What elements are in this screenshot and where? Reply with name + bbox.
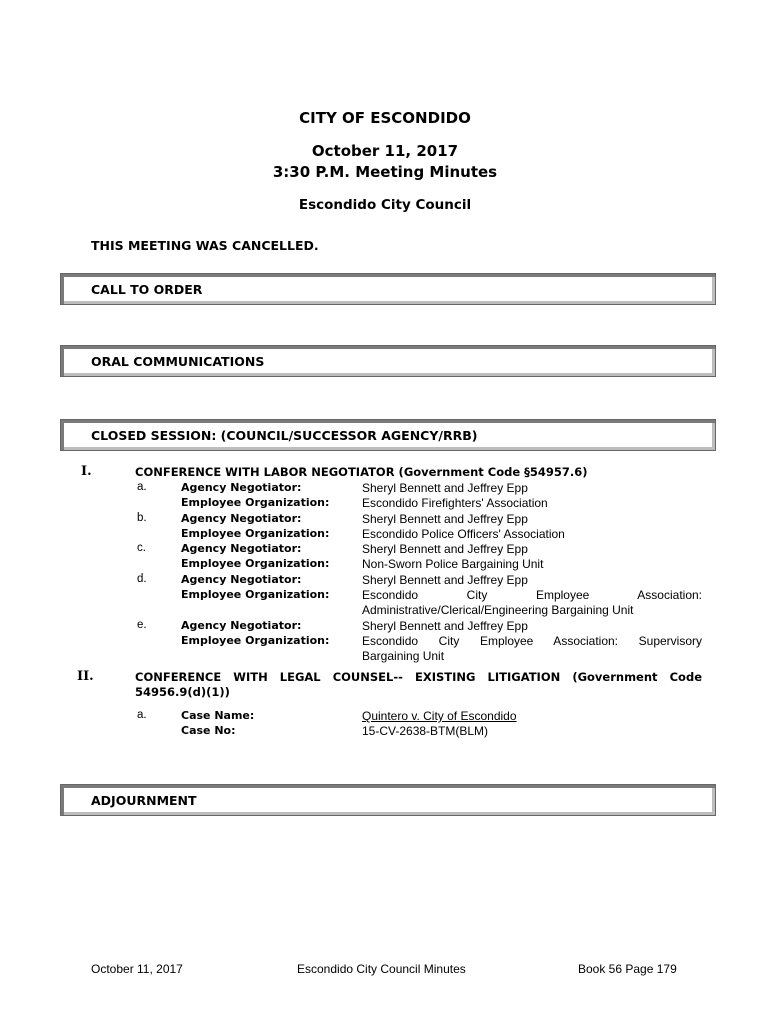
list-item [0,496,770,511]
item-heading: CONFERENCE WITH LEGAL COUNSEL-- EXISTING LITIGATION (Government Code [135,670,702,684]
organization-value: Non-Sworn Police Bargaining Unit [362,557,544,571]
item-numeral: II. [77,669,94,684]
governing-body: Escondido City Council [298,197,472,213]
section-label: CLOSED SESSION: (COUNCIL/SUCCESSOR AGENCY/RRB) [91,428,478,443]
organization-label: Employee Organization: [181,527,330,540]
item-letter: a. [137,481,147,493]
list-item [0,724,770,739]
case-name-label: Case Name: [181,709,255,722]
section-oral-communications [60,345,716,377]
organization-label: Employee Organization: [181,634,330,647]
item-letter: e. [137,619,147,631]
organization-label: Employee Organization: [181,588,330,601]
organization-value: Escondido City Employee Association: [362,588,702,602]
item-numeral: I. [81,464,92,479]
negotiator-label: Agency Negotiator: [181,481,302,494]
item-letter: d. [137,573,147,585]
item-letter: c. [137,542,146,554]
section-label: CALL TO ORDER [91,282,203,297]
section-adjournment [60,784,716,816]
section-call-to-order [60,273,716,305]
section-closed-session [60,419,716,451]
case-number-label: Case No: [181,724,236,737]
negotiator-value: Sheryl Bennett and Jeffrey Epp [362,573,528,587]
list-item [0,527,770,542]
list-item [0,557,770,572]
case-number-value: 15-CV-2638-BTM(BLM) [362,724,489,738]
list-item [0,512,770,527]
list-item [0,588,770,603]
organization-label: Employee Organization: [181,557,330,570]
organization-value: Escondido City Employee Association: Supervisory [362,634,702,648]
item-letter: a. [137,709,147,721]
section-label: ADJOURNMENT [91,793,197,808]
item-heading-continued: 54956.9(d)(1)) [135,685,230,699]
meeting-date: October 11, 2017 [311,142,459,160]
footer-page-number: Book 56 Page 179 [578,962,677,976]
negotiator-label: Agency Negotiator: [181,573,302,586]
meeting-type: 3:30 P.M. Meeting Minutes [272,163,498,181]
negotiator-value: Sheryl Bennett and Jeffrey Epp [362,512,528,526]
document-title: CITY OF ESCONDIDO [299,109,471,127]
list-item [0,619,770,634]
organization-value-continued: Administrative/Clerical/Engineering Bargaining Unit [362,603,634,617]
footer-title: Escondido City Council Minutes [297,962,466,976]
organization-value: Escondido Police Officers' Association [362,527,565,541]
item-heading: CONFERENCE WITH LABOR NEGOTIATOR (Government Code §54957.6) [135,465,588,479]
list-item [0,481,770,496]
list-item [0,649,770,664]
section-label: ORAL COMMUNICATIONS [91,354,265,369]
organization-value-continued: Bargaining Unit [362,649,445,663]
item-letter: b. [137,512,147,524]
list-item [0,709,770,724]
negotiator-label: Agency Negotiator: [181,512,302,525]
organization-label: Employee Organization: [181,496,330,509]
negotiator-label: Agency Negotiator: [181,619,302,632]
list-item [0,542,770,557]
negotiator-label: Agency Negotiator: [181,542,302,555]
footer-date: October 11, 2017 [91,962,183,976]
case-name-value: Quintero v. City of Escondido [362,709,517,723]
list-item [0,603,770,618]
cancellation-notice: THIS MEETING WAS CANCELLED. [91,238,319,253]
negotiator-value: Sheryl Bennett and Jeffrey Epp [362,481,528,495]
negotiator-value: Sheryl Bennett and Jeffrey Epp [362,542,528,556]
organization-value: Escondido Firefighters' Association [362,496,548,510]
list-item [0,634,770,649]
list-item [0,573,770,588]
negotiator-value: Sheryl Bennett and Jeffrey Epp [362,619,528,633]
